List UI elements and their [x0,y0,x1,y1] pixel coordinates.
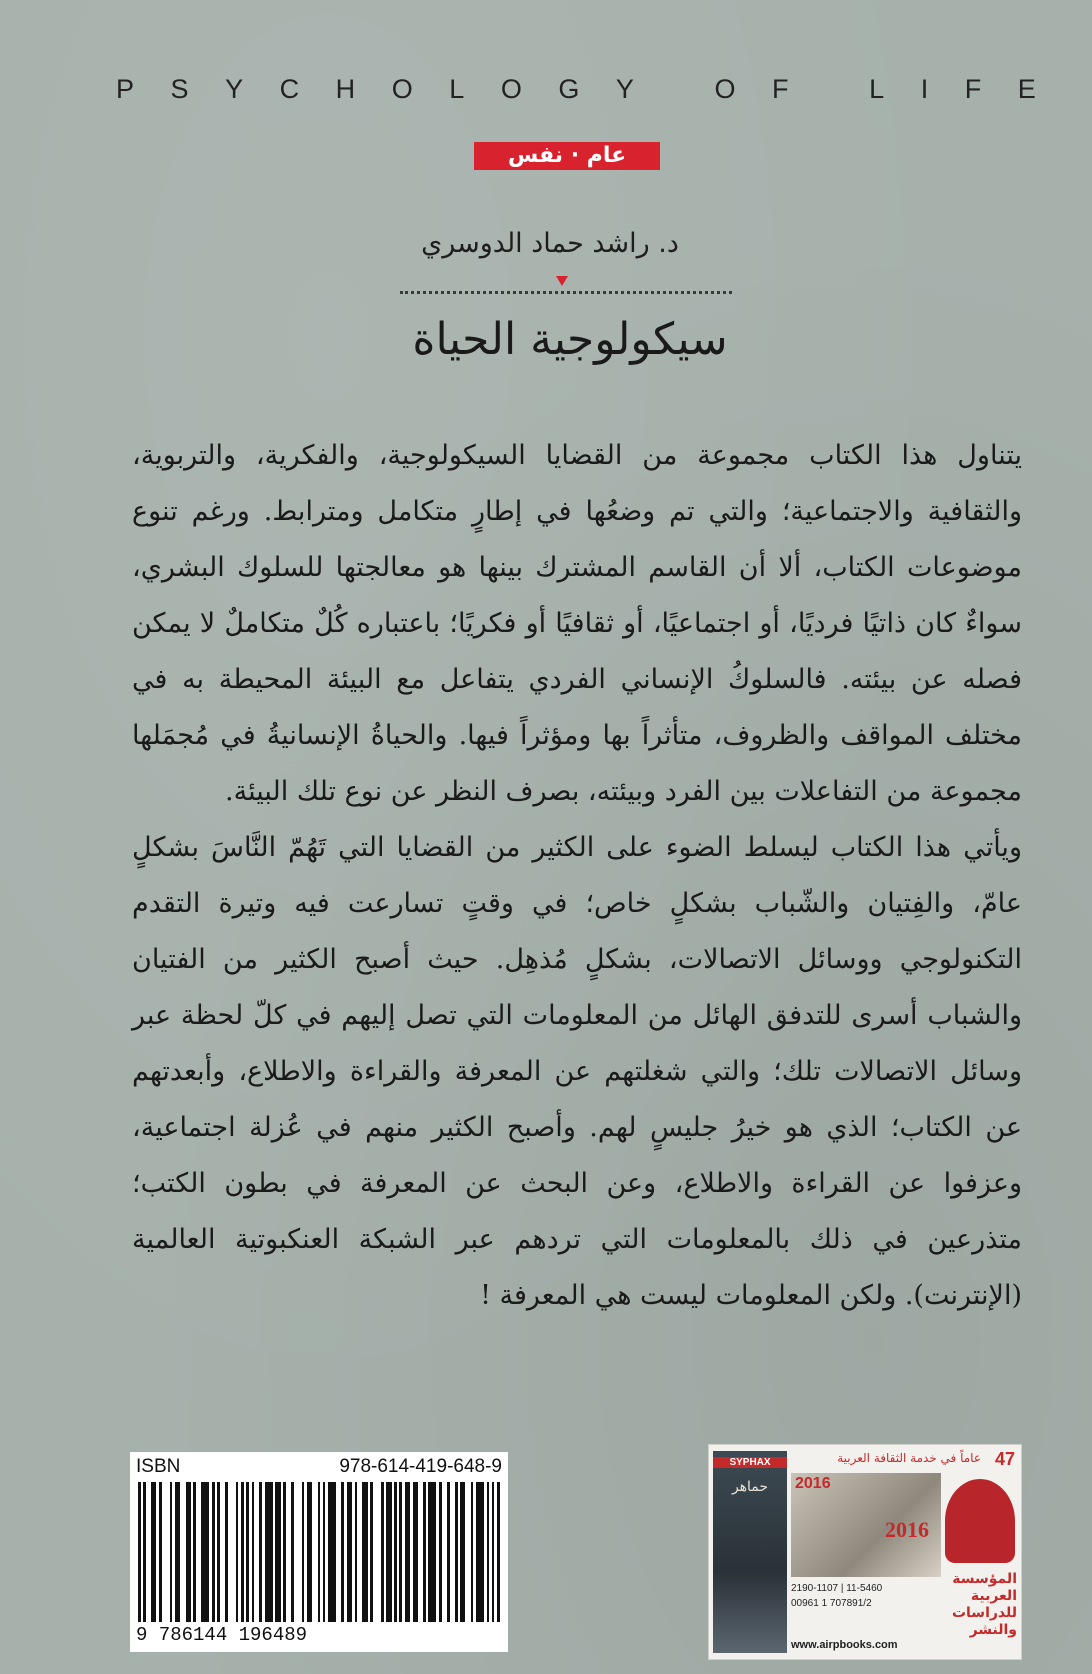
series-title-letter: L [869,74,885,104]
series-title-letter: P [116,74,135,104]
sticker-organization [941,1571,1017,1639]
series-title-letter: S [170,74,189,104]
isbn-line [136,1456,502,1478]
sticker-org-line: المؤسسة [952,1571,1017,1587]
barcode-bars [138,1482,500,1622]
series-title [116,74,1036,105]
barcode-bar [373,1482,381,1622]
divider-triangle-icon [556,276,568,286]
sticker-year-left: 2016 [795,1475,831,1492]
barcode-bar [294,1482,302,1622]
sticker-contact [791,1581,941,1611]
series-title-letter: I [920,74,929,104]
barcode-bar [265,1482,273,1622]
publisher-emblem-icon [945,1479,1015,1563]
sticker-url: www.airpbooks.com [791,1639,898,1651]
barcode-bar [476,1482,484,1622]
series-title-letter: O [500,74,522,104]
series-title-letter: F [964,74,982,104]
series-title-letter: H [335,74,356,104]
sticker-contact-line: 2190-1107 | 11-5460 [791,1583,883,1594]
series-title-letter [670,74,678,105]
sticker-org-line: للدراسات [951,1605,1017,1621]
dotted-divider [400,291,732,294]
barcode-digit-string: 9 786144 196489 [136,1624,308,1646]
sticker-headline: عاماً في خدمة الثقافة العربية [837,1451,981,1465]
sticker-years-count: 47 [994,1449,1015,1469]
sticker-org-line: العربية [970,1588,1017,1604]
publisher-category-badge: عام · نفس [474,142,660,170]
barcode-bar [428,1482,436,1622]
isbn-value: 978-614-419-648-9 [339,1456,502,1477]
author-name: د. راشد حماد الدوسري [421,228,679,259]
sticker-book-title: حماهر [731,1479,769,1495]
sticker-year-right: 2016 [885,1517,929,1542]
series-title-letter: L [449,74,465,104]
series-title-letter: F [772,74,789,104]
sticker-book-label: SYPHAX [713,1457,787,1468]
book-title: سيكولوجية الحياة [412,314,728,365]
series-title-letter: E [1017,74,1036,104]
barcode-bar [162,1482,170,1622]
barcode-bar [201,1482,209,1622]
series-title-letter: O [714,74,736,104]
isbn-label: ISBN [136,1456,181,1477]
publisher-anniversary-sticker [708,1444,1022,1660]
barcode-bar [497,1482,500,1622]
sticker-book-thumbnail [713,1451,787,1653]
isbn-barcode [130,1452,508,1652]
sticker-contact-line: 00961 1 707891/2 [791,1598,872,1609]
series-title-letter: O [391,74,413,104]
blurb-text [132,428,1022,1324]
blurb-paragraph-1: يتناول هذا الكتاب مجموعة من القضايا السيكولوجية، والفكرية، والتربوية، والثقافية والاجتماعية؛ والتي تم وضعُها في إطارٍ متكامل ومترابط. ورغم تنوع موضوعات الكتاب، ألا أن القاسم المشترك بينها هو معالجتها للسلوك البشري، سواءٌ كان ذاتيًا فرديًا، أو اجتماعيًا، أو ثقافيًا أو فكريًا؛ باعتباره كُلٌ متكاملٌ لا يمكن فصله عن بيئته. فالسلوكُ الإنساني الفردي يتفاعل مع البيئة المحيطة به في مختلف المواقف والظروف، متأثراً بها ومؤثراً فيها. والحياةُ الإنسانيةُ في مُجمَلها مجموعة من التفاعلات بين الفرد وبيئته، بصرف النظر عن نوع تلك البيئة. [132,440,1022,807]
series-title-letter: Y [615,74,634,104]
series-title-letter [825,74,833,105]
barcode-bar [328,1482,336,1622]
barcode-bar [228,1482,236,1622]
series-title-letter: C [279,74,300,104]
blurb-paragraph-2: ويأتي هذا الكتاب ليسلط الضوء على الكثير من القضايا التي تَهُمّ النَّاسَ بشكلٍ عامّ، والفِتيان والشّباب بشكلٍ خاص؛ في وقتٍ تسارعت فيه وتيرة التقدم التكنولوجي ووسائل الاتصالات، بشكلٍ مُذهِل. حيث أصبح الكثير من الفتيان والشباب أسرى للتدفق الهائل من المعلومات التي تصل إليهم في كلّ لحظة عبر وسائل الاتصالات تلك؛ والتي شغلتهم عن المعرفة والقراءة والاطلاع، وأبعدتهم عن الكتاب؛ الذي هو خيرُ جليسٍ لهم. وأصبح الكثير منهم في عُزلة اجتماعية، وعزفوا عن القراءة والاطلاع، وعن البحث عن المعرفة في بطون الكتب؛ متذرعين في ذلك بالمعلومات التي تردهم عبر الشبكة العنكبوتية العالمية (الإنترنت). ولكن المعلومات ليست هي المعرفة ! [132,832,1023,1311]
barcode-digits [136,1624,502,1646]
series-title-letter: Y [225,74,244,104]
sticker-org-line: والنشر [969,1622,1017,1638]
series-title-letter: G [558,74,580,104]
